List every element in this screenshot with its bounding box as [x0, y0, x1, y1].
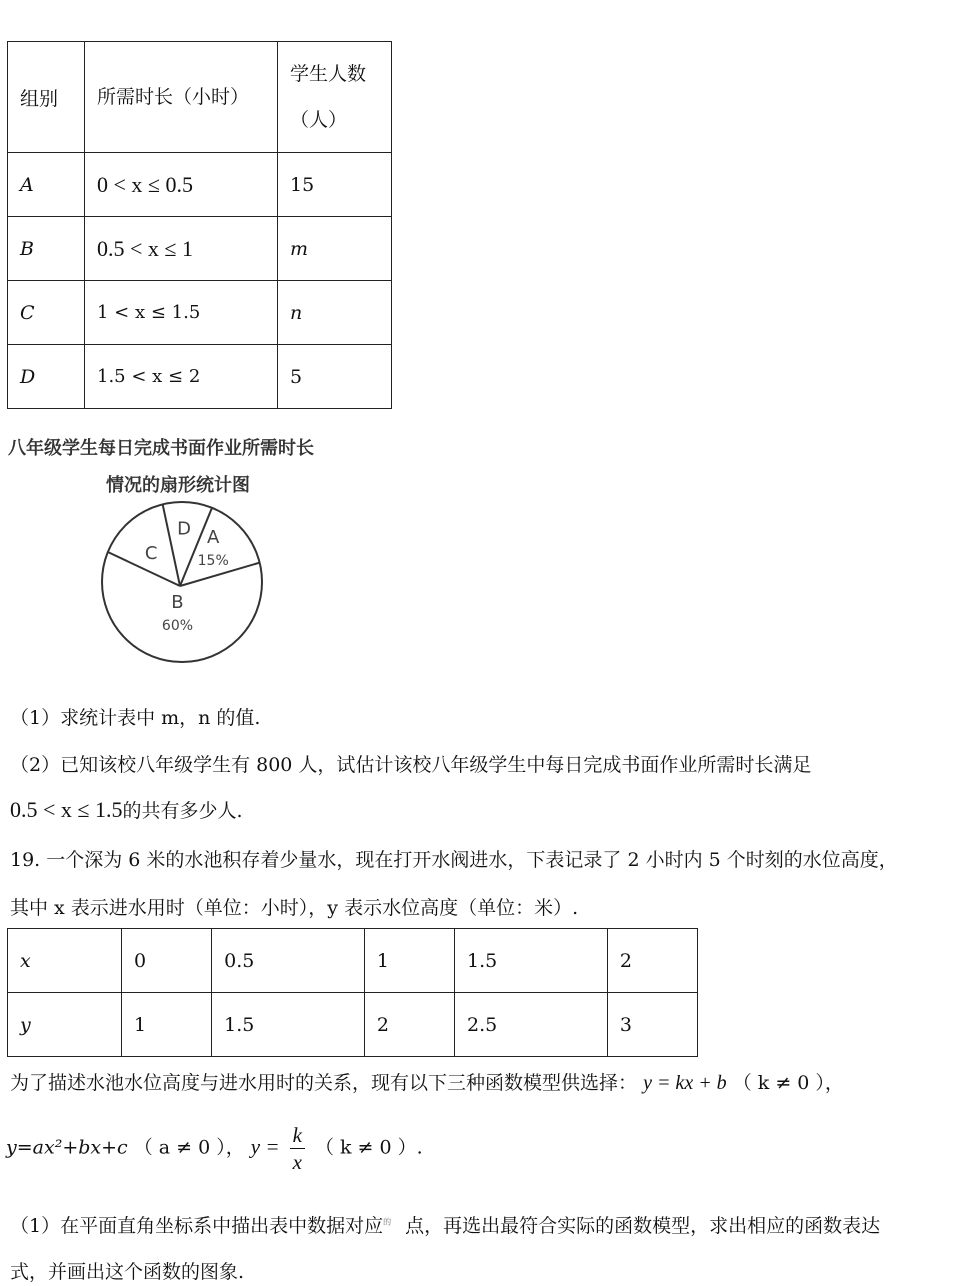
cell-count: 15	[278, 153, 392, 217]
pie-slice-boundary	[163, 504, 180, 586]
cell-range: 0 < x ≤ 0.5	[85, 153, 278, 217]
problem-19-line2: 其中 x 表示进水用时（单位：小时），y 表示水位高度（单位：米）.	[10, 897, 579, 919]
table-row	[8, 217, 392, 281]
q2-rest: 的共有多少人.	[122, 800, 243, 822]
q19-1-mark: 的	[383, 1217, 392, 1227]
problem-19-line1: 19. 一个深为 6 米的水池积存着少量水，现在打开水阀进水，下表记录了 2 小时内 5 个时刻的水位高度，	[10, 849, 898, 871]
cell-x: 0.5	[212, 929, 365, 993]
pie-slice-label: B	[171, 591, 184, 613]
question-2-line1: （2）已知该校八年级学生有 800 人，试估计该校八年级学生中每日完成书面作业所需时长满足	[10, 754, 812, 776]
cell-x: 1	[364, 929, 454, 993]
cell-group: D	[8, 345, 85, 409]
pie-chart	[90, 500, 280, 680]
cell-x: 2	[607, 929, 697, 993]
cell-group: B	[8, 217, 85, 281]
cell-range: 1.5 < x ≤ 2	[85, 345, 278, 409]
cell-y: 2	[364, 993, 454, 1057]
cell-count: m	[278, 217, 392, 281]
model-quadratic-cond: （ a ≠ 0 ），	[133, 1136, 245, 1159]
cell-count: 5	[278, 345, 392, 409]
model-inverse-lhs: y =	[250, 1134, 280, 1159]
models-line2	[6, 1122, 423, 1175]
question-19-1-line1	[10, 1211, 880, 1238]
model-inverse-fraction	[290, 1122, 305, 1175]
models-intro-line	[10, 1068, 844, 1095]
cell-range: 1 < x ≤ 1.5	[85, 281, 278, 345]
header-count: 学生人数（人）	[278, 42, 392, 153]
models-intro: 为了描述水池水位高度与进水用时的关系，现有以下三种函数模型供选择：	[10, 1072, 638, 1094]
header-group: 组别	[8, 42, 85, 153]
table-row	[8, 153, 392, 217]
q19-1-text: （1）在平面直角坐标系中描出表中数据对应	[10, 1215, 384, 1237]
cell-group: A	[8, 153, 85, 217]
table-row	[8, 281, 392, 345]
q19-1-text-rest: 点，再选出最符合实际的函数模型，求出相应的函数表达	[405, 1215, 881, 1237]
cell-group: C	[8, 281, 85, 345]
chart-title-line1: 八年级学生每日完成书面作业所需时长	[8, 438, 314, 459]
question-19-1-line2: 式，并画出这个函数的图象.	[10, 1261, 245, 1283]
pie-slice-label: C	[144, 542, 158, 564]
cell-y-label: y	[8, 993, 122, 1057]
q2-condition: 0.5 < x ≤ 1.5	[10, 797, 123, 822]
cell-y: 1.5	[212, 993, 365, 1057]
cell-range: 0.5 < x ≤ 1	[85, 217, 278, 281]
chart-title-line2: 情况的扇形统计图	[106, 475, 250, 496]
cell-x: 0	[122, 929, 212, 993]
question-1: （1）求统计表中 m，n 的值.	[10, 707, 261, 729]
pie-slice-label: D	[177, 518, 191, 540]
table-row	[8, 993, 698, 1057]
model-quadratic: y=ax²+bx+c	[6, 1136, 128, 1159]
cell-y: 1	[122, 993, 212, 1057]
cell-x: 1.5	[455, 929, 608, 993]
header-duration: 所需时长（小时）	[85, 42, 278, 153]
pie-slice-label: A	[207, 527, 220, 549]
model-linear: y = kx + b	[643, 1072, 727, 1094]
cell-x-label: x	[8, 929, 122, 993]
cell-y: 2.5	[455, 993, 608, 1057]
water-level-table	[7, 928, 698, 1057]
question-2-line2	[10, 796, 243, 823]
table-row	[8, 929, 698, 993]
model-inverse-cond: （ k ≠ 0 ）.	[314, 1136, 423, 1159]
cell-y: 3	[607, 993, 697, 1057]
table-row	[8, 345, 392, 409]
fraction-denominator: x	[292, 1150, 302, 1174]
pie-slice-value: 15%	[197, 553, 229, 570]
fraction-numerator: k	[290, 1122, 305, 1149]
model-linear-cond: （ k ≠ 0 ），	[732, 1072, 844, 1094]
cell-count: n	[278, 281, 392, 345]
pie-slice-value: 60%	[161, 617, 194, 634]
duration-table	[7, 41, 392, 409]
